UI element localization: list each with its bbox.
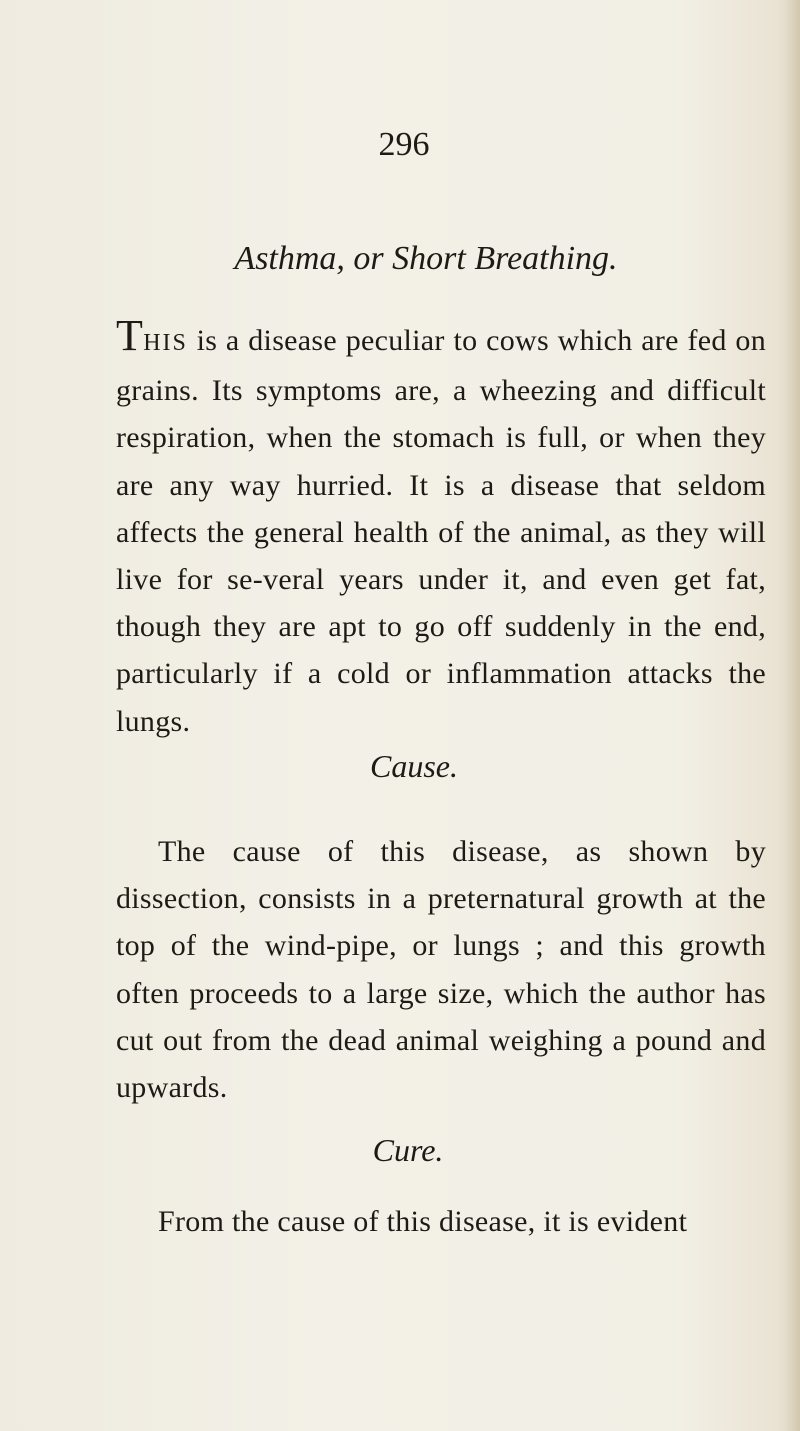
subheading-cure: Cure. [372, 1132, 444, 1168]
drop-cap: T [116, 311, 144, 360]
small-caps-opening: HIS [143, 330, 188, 356]
paragraph-cure: From the cause of this disease, it is evident [158, 1205, 688, 1238]
page-edge-shadow [786, 0, 800, 1431]
paragraph-intro-text: is a disease peculiar to cows which are fed on grains. Its symptoms are, a wheezing and difficult respiration, when the stomach is full, or when they are any way hurried. It is a disease that seldom affects the general health of the animal, as they will live for se-veral years under it, and even get fat, though they are apt to go off suddenly in the end, particularly if a cold or inflammation attacks the lungs. [116, 324, 766, 738]
section-title: Asthma, or Short Breathing. [234, 240, 618, 277]
page-number: 296 [378, 126, 430, 163]
subheading-cause: Cause. [370, 748, 458, 784]
paragraph-intro [116, 311, 766, 745]
paragraph-cause: The cause of this disease, as shown by dissection, consists in a preternatural growth at the top of the wind-pipe, or lungs ; and this growth often proceeds to a large size, which the author has cut out from the dead animal weighing a pound and upwards. [116, 835, 766, 1105]
